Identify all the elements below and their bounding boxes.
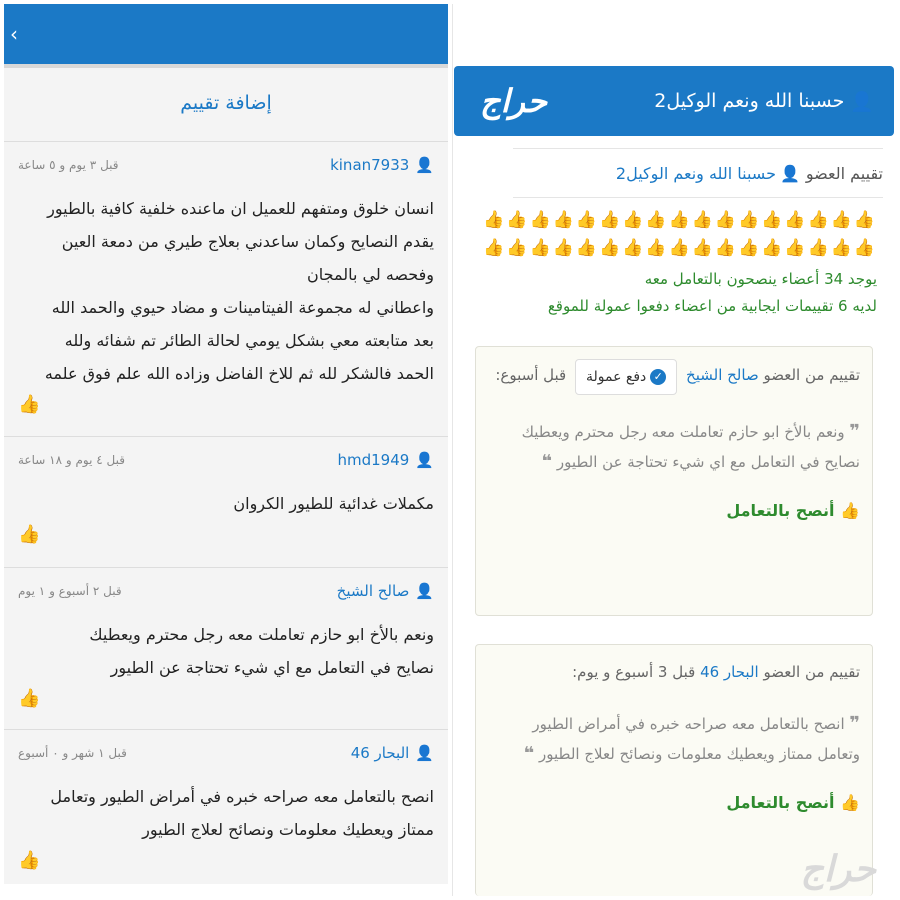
rating-card-header — [488, 657, 860, 687]
rating-card-prefix: تقييم من العضو — [763, 366, 860, 384]
rating-quote-text: انصح بالتعامل معه صراحه خبره في أمراض الطيور وتعامل ممتاز ويعطيك معلومات ونصائح لعلاج الطيور — [532, 715, 860, 763]
thumbs-up-icon: 👍 — [840, 793, 860, 812]
user-icon: 👤 — [415, 744, 434, 762]
header-bar — [454, 66, 894, 136]
haraj-logo[interactable]: حراج — [480, 82, 547, 120]
review-text: ونعم بالأخ ابو حازم تعاملت معه رجل محترم ويعطيك نصايح في التعامل مع اي شيء تحتاجة عن الطيور — [89, 625, 434, 677]
add-rating-label: إضافة تقييم — [180, 91, 272, 114]
user-icon: 👤 — [415, 156, 434, 174]
review-time: قبل ٣ يوم و ٥ ساعة — [18, 158, 119, 172]
quote-open-icon: ❞ — [849, 713, 860, 734]
header-username[interactable] — [654, 90, 874, 113]
rating-card-time: قبل 3 أسبوع و يوم: — [572, 663, 696, 681]
rating-stats — [477, 266, 877, 320]
recommend-count: يوجد 34 أعضاء ينصحون بالتعامل معه — [644, 270, 877, 288]
review-text: انسان خلوق ومتفهم للعميل ان ماعنده خلفية كافية بالطيور يقدم النصايح وكمان ساعدني بعلاج طيري من دمعة العين وفحصه لي بالمجان واعطاني له مجموعة الفيتامينات و مضاد حيوي والحمد الله بعد متابعته معي بشكل يومي لحالة الطائر تم شفائه ولله الحمد فالشكر لله ثم للاخ الفاضل وزاده الله علم فوق علمه — [44, 199, 434, 383]
thumbs-up-grid — [477, 206, 877, 262]
review-username: صالح الشيخ — [336, 582, 410, 600]
review-item — [4, 730, 448, 884]
recommend-label — [488, 501, 860, 520]
review-user[interactable] — [351, 744, 434, 762]
review-username: البحار 46 — [350, 744, 410, 762]
rating-card-time: قبل أسبوع: — [495, 366, 567, 384]
check-circle-icon: ✓ — [650, 369, 666, 385]
user-icon: 👤 — [415, 582, 434, 600]
thumbs-up-icon: 👍 — [18, 524, 41, 545]
chevron-left-icon[interactable]: ‹ — [10, 22, 18, 46]
review-user[interactable] — [337, 582, 434, 600]
review-item — [4, 568, 448, 730]
thumbs-up-icon-row: 👍👍👍👍👍👍👍👍👍👍👍👍👍👍👍👍👍 — [483, 210, 877, 230]
review-user[interactable] — [330, 156, 434, 174]
review-item — [4, 437, 448, 568]
left-panel — [4, 4, 448, 884]
add-rating-button[interactable] — [4, 64, 448, 142]
rating-quote — [488, 417, 860, 477]
user-icon: 👤 — [779, 163, 800, 183]
right-panel — [452, 4, 896, 896]
recommend-text: أنصح بالتعامل — [726, 793, 835, 812]
header-username-text: حسبنا الله ونعم الوكيل2 — [654, 90, 845, 112]
rating-card — [475, 346, 873, 616]
rating-card-user[interactable]: صالح الشيخ — [686, 366, 759, 384]
review-username: kinan7933 — [330, 156, 410, 174]
review-time: قبل ١ شهر و ٠ أسبوع — [18, 746, 127, 760]
review-username: hmd1949 — [337, 451, 410, 469]
watermark-logo: حراج — [800, 849, 876, 890]
rating-quote — [488, 709, 860, 769]
thumbs-up-icon: 👍 — [840, 501, 860, 520]
review-user[interactable] — [337, 451, 434, 469]
thumbs-up-icon: 👍 — [18, 394, 41, 415]
rating-title-prefix: تقييم العضو — [805, 163, 883, 183]
user-icon: 👤 — [415, 451, 434, 469]
rating-card-header — [488, 359, 860, 395]
rating-title-user[interactable] — [616, 164, 800, 183]
divider — [4, 64, 448, 68]
quote-open-icon: ❞ — [849, 421, 860, 442]
commission-badge-label: دفع عمولة — [585, 369, 647, 385]
rating-title-username: حسبنا الله ونعم الوكيل2 — [615, 163, 776, 183]
rating-card-user[interactable]: البحار 46 — [700, 663, 759, 681]
quote-close-icon: ❝ — [523, 743, 535, 764]
review-time: قبل ٤ يوم و ١٨ ساعة — [18, 453, 125, 467]
thumbs-up-icon: 👍 — [18, 850, 41, 871]
recommend-text: أنصح بالتعامل — [726, 501, 835, 520]
thumbs-up-icon: 👍 — [18, 688, 41, 709]
positive-count: لديه 6 تقييمات ايجابية من اعضاء دفعوا عمولة للموقع — [547, 297, 877, 315]
user-icon: 👤 — [850, 90, 874, 113]
top-bar — [4, 4, 448, 64]
rating-title — [513, 148, 883, 198]
review-time: قبل ٢ أسبوع و ١ يوم — [18, 584, 122, 598]
review-item — [4, 142, 448, 437]
thumbs-up-icon-row: 👍👍👍👍👍👍👍👍👍👍👍👍👍👍👍👍👍 — [483, 238, 877, 258]
review-text: مكملات غدائية للطيور الكروان — [233, 494, 434, 513]
rating-card-prefix: تقييم من العضو — [763, 663, 860, 681]
review-text: انصح بالتعامل معه صراحه خبره في أمراض الطيور وتعامل ممتاز ويعطيك معلومات ونصائح لعلاج الطيور — [50, 787, 434, 839]
commission-badge — [575, 359, 677, 395]
quote-close-icon: ❝ — [541, 451, 553, 472]
recommend-label — [488, 793, 860, 812]
rating-quote-text: ونعم بالأخ ابو حازم تعاملت معه رجل محترم ويعطيك نصايح في التعامل مع اي شيء تحتاجة عن الطيور — [521, 423, 860, 471]
